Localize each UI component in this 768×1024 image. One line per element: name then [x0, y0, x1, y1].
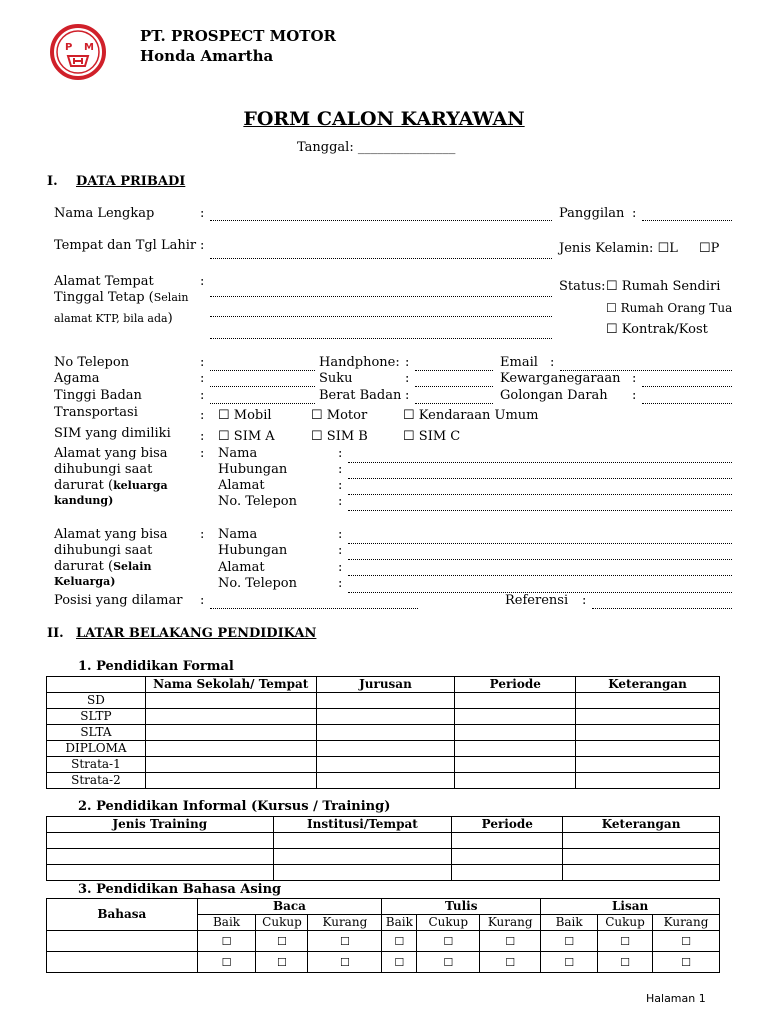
cell[interactable] [455, 757, 576, 773]
sub-baik: Baik [541, 915, 598, 931]
language-table [46, 898, 720, 973]
referensi-field[interactable] [592, 608, 732, 609]
status-kontrak-kost[interactable]: ☐ Kontrak/Kost [606, 322, 708, 337]
row-label: Strata-1 [47, 757, 146, 773]
checkbox[interactable]: ☐ [417, 931, 480, 952]
kontak1-nama-field[interactable] [348, 462, 732, 463]
table-row [47, 833, 720, 849]
table-row [47, 849, 720, 865]
colon: : [632, 388, 637, 403]
colon: : [200, 371, 205, 386]
label-handphone: Handphone: [319, 355, 400, 370]
cell[interactable] [145, 741, 316, 757]
sub-kurang: Kurang [480, 915, 541, 931]
kontak2-alamat-field[interactable] [348, 575, 732, 576]
agama-field[interactable] [210, 386, 315, 387]
checkbox[interactable]: ☐ [382, 931, 417, 952]
checkbox[interactable]: ☐ [256, 952, 308, 973]
label-kewarganegaraan: Kewarganegaraan [500, 371, 621, 386]
table-row [47, 693, 720, 709]
label-kontak1-alamat: Alamat [218, 478, 265, 493]
checkbox[interactable]: ☐ [598, 952, 653, 973]
tinggi-badan-field[interactable] [210, 403, 315, 404]
tempat-tgl-lahir-field[interactable] [210, 258, 552, 259]
bahasa-cell[interactable] [47, 931, 198, 952]
label-tempat-tgl-lahir: Tempat dan Tgl Lahir [54, 238, 197, 253]
row-label: DIPLOMA [47, 741, 146, 757]
sub-kurang: Kurang [308, 915, 382, 931]
colon: : [338, 560, 343, 575]
colon: : [405, 355, 410, 370]
company-name: PT. PROSPECT MOTOR [140, 27, 336, 45]
checkbox[interactable]: ☐ [197, 931, 256, 952]
table-row [47, 931, 720, 952]
company-logo [50, 24, 106, 80]
label-kontak1-telepon: No. Telepon [218, 494, 297, 509]
checkbox-perempuan[interactable]: ☐P [699, 241, 720, 256]
checkbox[interactable]: ☐ [541, 931, 598, 952]
label-darurat1-line3: darurat (keluarga [54, 478, 168, 493]
cell[interactable] [576, 709, 720, 725]
posisi-field[interactable] [210, 608, 418, 609]
table-row [47, 725, 720, 741]
row-label: SLTP [47, 709, 146, 725]
colon: : [338, 527, 343, 542]
label-transportasi: Transportasi [54, 405, 138, 420]
colon: : [632, 206, 637, 221]
suku-field[interactable] [415, 386, 493, 387]
form-title: FORM CALON KARYAWAN [243, 108, 525, 130]
label-kontak1-hubungan: Hubungan [218, 462, 288, 477]
colon: : [200, 388, 205, 403]
cell[interactable] [316, 709, 455, 725]
row-label: Strata-2 [47, 773, 146, 789]
checkbox-sim-a[interactable]: ☐ SIM A [218, 429, 275, 444]
section1-num: I. [47, 174, 58, 189]
checkbox-sim-b[interactable]: ☐ SIM B [311, 429, 368, 444]
cell[interactable] [47, 865, 274, 881]
checkbox[interactable]: ☐ [541, 952, 598, 973]
label-sim: SIM yang dimiliki [54, 426, 171, 441]
bahasa-title: 3. Pendidikan Bahasa Asing [78, 882, 282, 897]
cell[interactable] [576, 741, 720, 757]
berat-badan-field[interactable] [415, 403, 493, 404]
label-kontak2-telepon: No. Telepon [218, 576, 297, 591]
label-posisi: Posisi yang dilamar [54, 593, 183, 608]
kontak2-nama-field[interactable] [348, 543, 732, 544]
kontak1-hubungan-field[interactable] [348, 478, 732, 479]
checkbox[interactable]: ☐ [480, 931, 541, 952]
cell[interactable] [576, 693, 720, 709]
cell[interactable] [273, 865, 452, 881]
checkbox[interactable]: ☐ [598, 931, 653, 952]
table-row [47, 952, 720, 973]
colon: : [632, 371, 637, 386]
table-row [47, 865, 720, 881]
cell[interactable] [316, 725, 455, 741]
colon: : [200, 429, 205, 444]
cell[interactable] [576, 773, 720, 789]
label-darurat1-line1: Alamat yang bisa [54, 446, 168, 461]
colon: : [338, 478, 343, 493]
colon: : [405, 388, 410, 403]
alamat-field-2[interactable] [210, 316, 552, 317]
svg-text:P: P [65, 42, 73, 53]
date-label: Tanggal: _______________ [297, 140, 456, 155]
kontak1-telepon-field[interactable] [348, 510, 732, 511]
colon: : [200, 355, 205, 370]
label-tinggi-badan: Tinggi Badan [54, 388, 142, 403]
checkbox[interactable]: ☐ [480, 952, 541, 973]
colon: : [200, 206, 205, 221]
no-telepon-field[interactable] [210, 370, 315, 371]
colon: : [200, 238, 205, 253]
header-tulis: Tulis [382, 899, 541, 915]
nama-lengkap-field[interactable] [210, 220, 552, 221]
header-keterangan: Keterangan [576, 677, 720, 693]
colon: : [338, 494, 343, 509]
cell[interactable] [455, 725, 576, 741]
formal-education-table [46, 676, 720, 789]
cell[interactable] [316, 693, 455, 709]
cell[interactable] [145, 709, 316, 725]
checkbox[interactable]: ☐ [308, 952, 382, 973]
cell[interactable] [47, 833, 274, 849]
alamat-field-1[interactable] [210, 296, 552, 297]
table-row [47, 709, 720, 725]
label-darurat1-line4: kandung) [54, 494, 114, 507]
kontak1-alamat-field[interactable] [348, 494, 732, 495]
label-darurat2-line1: Alamat yang bisa [54, 527, 168, 542]
section1-title: DATA PRIBADI [76, 174, 186, 189]
brand-name: Honda Amartha [140, 47, 274, 65]
cell[interactable] [273, 833, 452, 849]
cell[interactable] [145, 693, 316, 709]
header-baca: Baca [197, 899, 382, 915]
cell[interactable] [145, 725, 316, 741]
checkbox-kendaraan-umum[interactable]: ☐ Kendaraan Umum [403, 408, 539, 423]
cell[interactable] [316, 741, 455, 757]
colon: : [338, 543, 343, 558]
cell[interactable] [273, 849, 452, 865]
colon: : [338, 446, 343, 461]
label-darurat2-line2: dihubungi saat [54, 543, 153, 558]
label-jenis-kelamin[interactable]: Jenis Kelamin: ☐L [559, 241, 678, 256]
checkbox[interactable]: ☐ [653, 931, 720, 952]
label-alamat-1: Alamat Tempat [54, 274, 154, 289]
handphone-field[interactable] [415, 370, 493, 371]
label-no-telepon: No Telepon [54, 355, 130, 370]
kewarganegaraan-field[interactable] [642, 386, 732, 387]
sub-cukup: Cukup [417, 915, 480, 931]
cell[interactable] [145, 757, 316, 773]
label-nama-lengkap: Nama Lengkap [54, 206, 155, 221]
label-alamat-2: Tinggal Tetap (Selain [54, 290, 189, 305]
label-darurat2-line4: Keluarga) [54, 575, 116, 588]
header-periode: Periode [452, 817, 563, 833]
row-label: SD [47, 693, 146, 709]
row-label: SLTA [47, 725, 146, 741]
header-bahasa: Bahasa [47, 899, 198, 931]
svg-text:M: M [84, 42, 94, 53]
label-berat-badan: Berat Badan [319, 388, 402, 403]
header-periode: Periode [455, 677, 576, 693]
alamat-field-3[interactable] [210, 338, 552, 339]
colon: : [200, 527, 205, 542]
golongan-darah-field[interactable] [642, 403, 732, 404]
colon: : [200, 408, 205, 423]
colon: : [338, 462, 343, 477]
colon: : [200, 446, 205, 461]
cell[interactable] [563, 849, 720, 865]
colon: : [338, 576, 343, 591]
cell[interactable] [316, 757, 455, 773]
checkbox-motor[interactable]: ☐ Motor [311, 408, 368, 423]
section2-title: LATAR BELAKANG PENDIDIKAN [76, 626, 317, 641]
checkbox-mobil[interactable]: ☐ Mobil [218, 408, 272, 423]
sub-kurang: Kurang [653, 915, 720, 931]
cell[interactable] [455, 741, 576, 757]
label-darurat2-line3: darurat (Selain [54, 559, 152, 574]
label-suku: Suku [319, 371, 353, 386]
header-jurusan: Jurusan [316, 677, 455, 693]
cell[interactable] [452, 833, 563, 849]
checkbox[interactable]: ☐ [256, 931, 308, 952]
cell[interactable] [563, 865, 720, 881]
section2-num: II. [47, 626, 64, 641]
checkbox[interactable]: ☐ [653, 952, 720, 973]
bahasa-cell[interactable] [47, 952, 198, 973]
cell[interactable] [47, 849, 274, 865]
kontak2-hubungan-field[interactable] [348, 559, 732, 560]
checkbox[interactable]: ☐ [382, 952, 417, 973]
label-panggilan: Panggilan [559, 206, 625, 221]
header-nama-sekolah: Nama Sekolah/ Tempat [145, 677, 316, 693]
label-kontak1-nama: Nama [218, 446, 258, 461]
table-row [47, 757, 720, 773]
informal-education-table [46, 816, 720, 881]
header-institusi: Institusi/Tempat [273, 817, 452, 833]
sub-baik: Baik [197, 915, 256, 931]
checkbox[interactable]: ☐ [197, 952, 256, 973]
cell[interactable] [452, 865, 563, 881]
colon: : [582, 593, 587, 608]
sub-cukup: Cukup [598, 915, 653, 931]
checkbox-sim-c[interactable]: ☐ SIM C [403, 429, 461, 444]
label-alamat-3: alamat KTP, bila ada) [54, 311, 173, 326]
formal-title: 1. Pendidikan Formal [78, 659, 234, 674]
table-row [47, 773, 720, 789]
colon: : [200, 274, 205, 289]
cell[interactable] [316, 773, 455, 789]
status-rumah-sendiri[interactable]: ☐ Rumah Sendiri [606, 279, 721, 294]
colon: : [405, 371, 410, 386]
cell[interactable] [455, 693, 576, 709]
cell[interactable] [563, 833, 720, 849]
label-email: Email [500, 355, 538, 370]
page-number: Halaman 1 [646, 992, 706, 1005]
label-referensi: Referensi [505, 593, 569, 608]
status-rumah-orang-tua[interactable]: ☐ Rumah Orang Tua [606, 301, 733, 315]
header-keterangan: Keterangan [563, 817, 720, 833]
cell[interactable] [452, 849, 563, 865]
cell[interactable] [455, 709, 576, 725]
header-jenis-training: Jenis Training [47, 817, 274, 833]
table-row [47, 741, 720, 757]
label-status: Status: [559, 279, 606, 294]
sub-cukup: Cukup [256, 915, 308, 931]
colon: : [200, 593, 205, 608]
cell[interactable] [455, 773, 576, 789]
header-empty [47, 677, 146, 693]
panggilan-field[interactable] [642, 220, 732, 221]
checkbox[interactable]: ☐ [417, 952, 480, 973]
cell[interactable] [576, 725, 720, 741]
cell[interactable] [145, 773, 316, 789]
sub-baik: Baik [382, 915, 417, 931]
colon: : [550, 355, 555, 370]
label-darurat1-line2: dihubungi saat [54, 462, 153, 477]
label-agama: Agama [54, 371, 100, 386]
header-lisan: Lisan [541, 899, 720, 915]
label-golongan-darah: Golongan Darah [500, 388, 608, 403]
checkbox[interactable]: ☐ [308, 931, 382, 952]
cell[interactable] [576, 757, 720, 773]
informal-title: 2. Pendidikan Informal (Kursus / Training) [78, 799, 391, 814]
label-kontak2-nama: Nama [218, 527, 258, 542]
label-kontak2-alamat: Alamat [218, 560, 265, 575]
label-kontak2-hubungan: Hubungan [218, 543, 288, 558]
